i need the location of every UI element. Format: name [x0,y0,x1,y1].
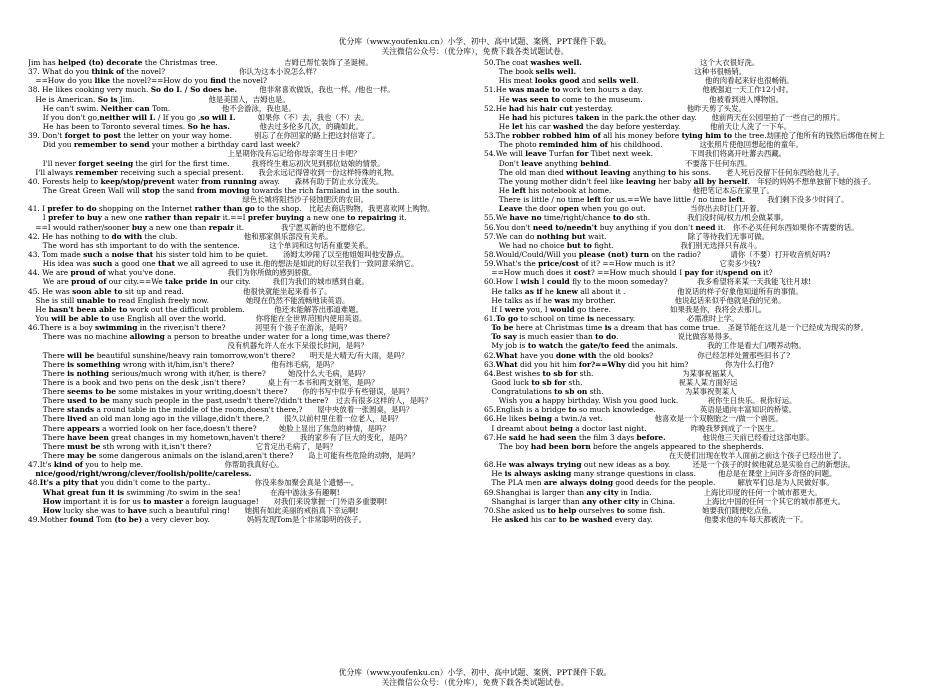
text-line: ==I would rather/sooner buy a new one than repair it. 我宁愿买新的也不愿修它。 [28,222,370,232]
text-line: The book sells well. 这种书很畅销。 [484,67,747,77]
text-line: If you don't go,neither will I. / If you go ,so will I. 如果你（不）去，我也（不）去。 [28,112,369,122]
text-line: The young mother didn't feel like leaving her baby all by herself. 年轻的妈妈不想单独留下她的孩子。 [484,176,876,186]
text-line: nice/good/right/wrong/clever/foolish/polite/careless. [35,469,252,479]
text-line: To say is much easier than to do. 说比做容易得多。 [491,332,737,342]
text-line: What great fun it is swimming /to swim in the sea! 在海中游泳多有趣啊! [42,487,340,497]
text-line: 在天使们出现在牧羊人面前之前这个孩子已经出世了。 [484,451,847,461]
header-line-2: 关注微信公众号：（优分库），免费下载各类试题试卷。 [381,47,569,56]
text-line: We are proud of our city.==We take pride in our city. 我们为我们的城市感到自豪。 [28,277,369,287]
text-line: 65.English is a bridge to so much knowledge. 英语是通向丰富知识的桥梁。 [484,405,797,415]
text-line: 50.The coat washes well. 这个大衣很好洗。 [484,58,760,67]
text-line: The Great Green Wall will stop the sand from moving towards the rich farmland in the south. [28,185,400,195]
text-line: 53.The robber robbed him of all his money before tying him to the tree.劫匪抢了他所有的钱然后绑他在树上 [484,131,885,141]
text-line: 62.What have you done with the old books? 你已经怎样处置那些旧书了? [484,350,791,360]
text-line: 69.Shanghai is larger than any city in India. 上海比印度的任何一个城市都更大。 [484,487,822,497]
text-line: Congratulations to sb on sth. 为某事祝贺某人 [484,387,737,397]
text-line: 上星期你没有忘记给你母亲寄生日卡吧？ [28,149,361,159]
header-line-1: 优分库（www.youfenku.cn）小学、初中、高中试题、案例、PPT课件下载。 [338,37,612,46]
text-line: 67.He said he had seen the film 3 days before. 他说他三天前已经看过这部电影。 [484,432,814,442]
text-line: 59.What's the price/cost of it? ==How much is it? 它卖多少钱? [484,259,761,269]
text-line: Shanghai is larger than any other city in China. 上海比中国的任何一个其它的城市都更大。 [484,496,846,506]
text-line: 60.How I wish I could fly to the moon someday? 我多希望将来某一天我能飞往月球! [484,277,812,287]
text-line: 66.He likes being a twin./a vet. 他喜欢是一个双胞胎之一/做一个兽医。 [484,414,783,424]
text-line: There have been great changes in my hometown,haven't there? 我的家乡有了巨大的变化，是吗？ [28,432,411,442]
text-line: ==How do you like the novel?==How do you find the novel? [28,76,267,86]
text-line: 绿色长城将阻挡沙子侵蚀肥沃的农田。 [28,195,368,205]
text-line: There is a book and two pens on the desk ,isn't there? 桌上有一本书和两支钢笔，是吗？ [28,377,379,387]
text-line: To be here at Christmas time is a dream that has come true. 圣诞节能在这儿是一个已经成为现实的梦。 [491,323,868,333]
text-line: My job is to watch the gate/to feed the animals. 我的工作是看大门/喂养动物。 [484,341,806,351]
text-line: 70.She asked us to help ourselves to some fish. 她要我们随便吃点鱼。 [484,505,776,515]
text-line: 63.What did you hit him for?==Why did you hit him? 你为什么打他? [484,359,774,369]
text-line: He left his notebook at home. 他把笔记本忘在家里了。 [484,185,774,195]
text-line: 41. I prefer to do shopping on the Internet rather than go to the shop. 比起去商店购物，我更喜欢网上购物。 [28,204,435,214]
text-line: There may be some dangerous animals on the island,aren't there? 岛上可能有些危险的动物，是吗？ [28,451,419,461]
text-line: 51.He was made to work ten hours a day. 他被强迫一天工作12小时。 [484,85,794,95]
text-line: Leave the door open when you go out. 当你出去时让门开着。 [498,204,764,214]
text-line: 45. He was soon able to sit up and read. 他很快就能坐起来看书了。 [28,286,332,296]
text-line: 58.Would/Could/Will you please (not) turn on the radio? 请你（不要）打开收音机好吗? [484,249,831,259]
text-line: He is always asking many strange questions in class. 他总是在课堂上问许多奇怪的问题。 [484,469,837,479]
text-line: 61.To go to school on time is necessary. 必需准时上学。 [484,313,739,323]
text-line: There is something wrong with it/him,isn't there? 他有纬毛病，是吗？ [28,359,338,369]
text-line: His idea was such a good one that we all agreed to use it.他的想法是如此的好以至我们一致同意采纳它。 [28,259,419,269]
text-line: 40. Forests help to keep/stop/prevent water from running away. 森林有助于防止水分流失。 [28,176,384,186]
text-line: The PLA men are always doing good deeds for the people. 解放军们总是为人民做好事。 [484,478,834,488]
text-line: There seems to be some mistakes in your writing,doesn't there? 你的书写中似乎有些错误，是吗？ [28,387,414,397]
text-line: 46.There is a boy swimming in the river,isn't there? 河里有个孩子在游泳，是吗？ [28,323,352,333]
left-column [28,58,475,524]
footer-line-2: 关注微信公众号：（优分库），免费下载各类试题试卷。 [381,678,569,687]
text-line: The boy had been born before the angels appeared to the shepherds. [484,441,764,451]
text-line: There must be sth wrong with it,isn't there? 它肯定出毛病了，是吗？ [28,441,338,451]
text-line: 43. Tom made such a noise that his sister told him to be quiet. 汤姆太吵闹了以至他姐姐叫他安静点。 [28,249,409,259]
text-line: I'll never forget seeing the girl for the first time. 我将终生难忘初次见到那位姑娘的情景。 [28,158,385,168]
text-line: Did you remember to send your mother a birthday card last week? [28,140,300,150]
text-line: He can't swim. Neither can Tom. 他不会游泳，我也是。 [28,103,296,113]
text-line: There used to be many such people in the past,usedn't there?/didn't there? 过去有很多这样的人，是吗？ [28,396,432,406]
text-line: She is still unable to read English freely now. 她现在仍然不能流畅地读英语。 [28,295,350,305]
text-line: There will be beautiful sunshine/heavy rain tomorrow,won't there? 明天是大晴天/有大雨，是吗？ [28,350,409,360]
text-line: He is American. So is Jim. 他是美国人，吉姆也是。 [28,94,290,104]
text-line: 没有机器允许人在水下呆很长时间，是吗？ [28,341,368,351]
text-line: 37. What do you think of the novel? 你认为这本小说怎么样？ [28,67,321,77]
text-line: Don't leave anything behind. 不要落下任何东西。 [484,158,752,168]
text-line: 44. We are proud of what you've done. 我们为你所做的感到骄傲。 [28,268,317,278]
text-line: He asked his car to be washed every day. 他要求他的车每天都被洗一下。 [484,515,808,525]
text-line: Jim has helped (to) decorate the Christmas tree. 吉姆已帮忙装饰了圣诞树。 [28,58,373,67]
text-line: You will be able to use English all over the world. 你将能在全世界范围内使用英语。 [28,313,367,323]
text-line: There is nothing serious/much wrong with it/her, is there? 她没什么大毛病，是吗？ [28,368,370,378]
text-line: 68.He was always trying out new ideas as a boy. 还是一个孩子的时候他就总是实验自己的新想法。 [484,460,856,470]
text-line: 56.You don't need to/needn't buy anything if you don't need it. 你不必买任何东西如果你不需要的话。 [484,222,859,232]
footer-line-1: 优分库（www.youfenku.cn）小学、初中、高中试题、案例、PPT课件下载。 [338,668,612,677]
text-line: I dreamt about being a doctor last night. 昨晚我梦到成了一个医生。 [484,423,780,433]
text-line: There stands a round table in the middle of the room,doesn't there,? 屋中央放着一张圆桌，是吗？ [28,405,414,415]
text-line: I prefer to buy a new one rather than repair it.==I prefer buying a new one to repairing it. [28,213,407,223]
text-line: He talks as if he knew all about it . 他说话的样子好象他知道所有的事情。 [484,286,803,296]
text-line: Good luck to sb for sth. 祝某人某方面好运 [484,377,738,387]
text-line: 64.Best wishes to sb for sth. 为某事祝福某人 [484,368,734,378]
text-line: ==How much does it cost? ==How much should I pay for it/spend on it? [484,268,773,278]
text-line: He had his pictures taken in the park.the other day. 他前两天在公园里拍了一些自己的照片。 [484,112,845,122]
text-line: 48.It's a pity that you didn't come to the party.. 你没来参加聚会真是个遗憾---。 [28,478,359,488]
text-line: 54.We will leave Turfan for Tibet next week. 下周我们将离开吐蕃去西藏。 [484,149,787,159]
page-footer [0,668,950,688]
text-line: 55.We have no time/right/chance to do sth. 我们没时间/权力/机会做某事。 [484,213,789,223]
text-line: How important it is for us to master a foreign lauguage! 对我们来说掌握一门外语多重要啊! [42,496,388,506]
text-line: 42. He has nothing to do with the club. 他和那家俱乐部没有关系。 [28,231,333,241]
text-line: 57.We can do nothing but wait. 除了等待我们无事可做。 [484,231,769,241]
page-header [0,37,950,57]
text-line: There was no machine allowing a person to breathe under water for a long time,was there? [28,332,390,342]
text-line: There appears a worried look on her face,doesn't there? 她脸上显出了焦急的神情，是吗？ [28,423,390,433]
text-line: 47.It's kind of you to help me. 你帮助我真好心。 [28,460,284,470]
text-line: The photo reminded him of his childhood. 这张照片使他回想起他的童年。 [484,140,803,150]
text-line: 39. Don't forget to post the letter on your way home. 别忘了在你回家的路上把这封信寄了。 [28,131,380,141]
text-line: Wish you a happy birthday. Wish you good luck. 祝你生日快乐。祝你好运。 [484,396,797,406]
text-line: His meat looks good and sells well. 他的肉看起来好也很畅销。 [484,76,794,86]
text-line: There is little / no time left for us.==We have little / no time left. 我们剩下没多少时间了。 [484,195,849,205]
text-line: He was seen to come to the museum. 他被看到进入博物馆。 [484,94,784,104]
text-line: He let his car washed the day before yesterday. 他前天让人洗了一下车。 [484,121,792,131]
text-line: He talks as if he was my brother. 他说起话来似乎他就是我的兄弟。 [484,295,786,305]
text-line: I'll always remember receiving such a special present. 我会永远记得曾收到一份这样特殊的礼物。 [28,167,399,177]
text-line: The word has sth important to do with the sentence. 这个单词和这句话有重要关系。 [28,240,373,250]
text-line: There lived an old man long ago in the village,didn't there,? 很久以前村里住着一位老人，是吗？ [28,414,403,424]
text-line: He has been to Toronto several times. So he has. 他去过多伦多几次，的确如此。 [28,121,363,131]
text-line: 52.He had his hair cut yesterday. 他昨天剪了头发。 [484,103,746,113]
text-line: He hasn't been able to work out the difficult problem. 他还未能解答出那道难题。 [28,304,363,314]
text-line: If I were you, I would go there. 如果我是你，我将会去那儿。 [484,304,767,314]
text-line: How lucky she was to have such a beautiful ring! 她拥有如此美丽的戒指真下幸运啊! [42,505,359,515]
text-line: 49.Mother found Tom (to be) a very clever boy. 妈妈发现Tom是个非常聪明的孩子。 [28,515,367,525]
text-line: The old man died without leaving anything to his sons. 老人死后没留下任何东西给他儿子。 [484,167,845,177]
text-line: We had no choice but to fight. 我们别无选择只有战斗。 [484,240,762,250]
right-column [484,58,930,524]
text-line: 38. He likes cooking very much. So do I. / So does he. 他非常喜欢做饭，我也一样。/他也一样。 [28,85,395,95]
